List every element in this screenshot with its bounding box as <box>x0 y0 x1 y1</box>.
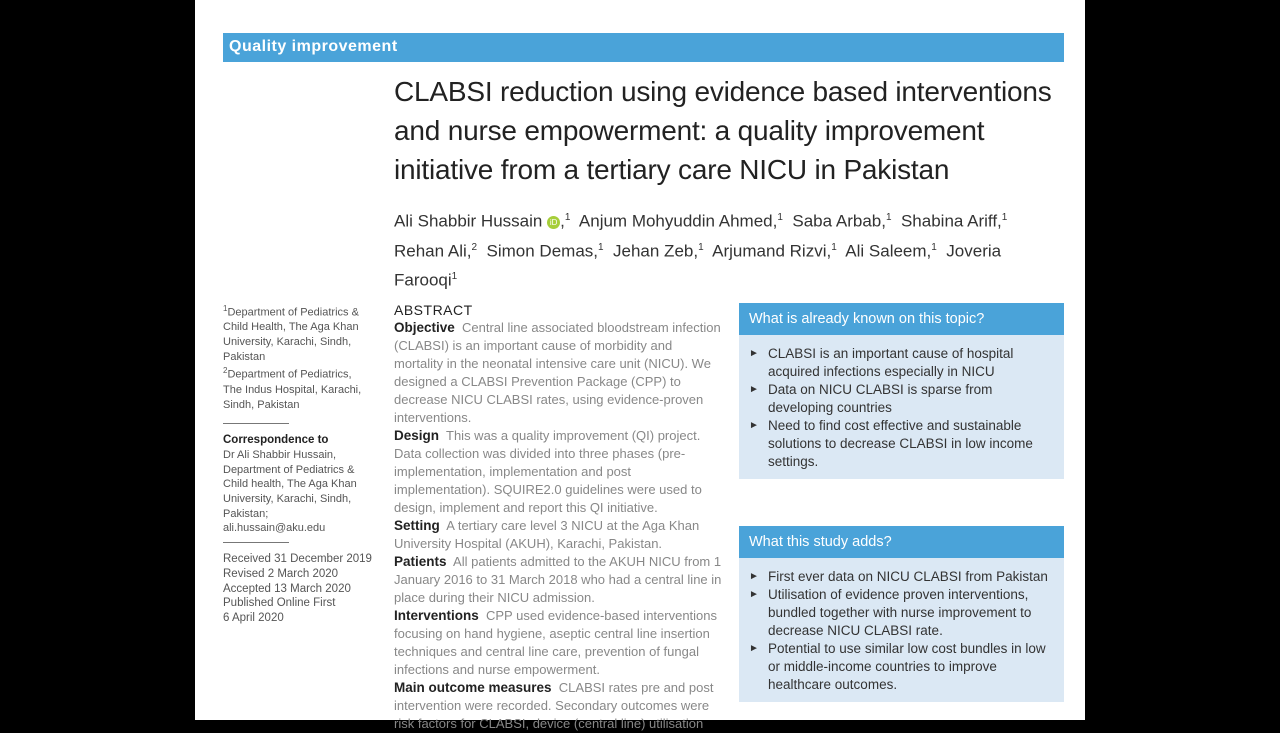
abstract-text: Central line associated bloodstream infection (CLABSI) is an important cause of morbidity and mortality in the neonatal intensive care unit (NICU). We designed a CLABSI Prevention Package (CPP) to decrease NICU CLABSI rates, using evidence-proven interventions. <box>394 320 721 425</box>
affiliation-text: Department of Pediatrics & Child Health, The Aga Khan University, Karachi, Sindh, Pakistan <box>223 306 359 363</box>
author-affiliation-sup: 1 <box>564 212 571 223</box>
abstract-section <box>394 553 724 607</box>
author-name[interactable]: Anjum Mohyuddin Ahmed, <box>578 211 778 231</box>
orcid-icon[interactable]: iD <box>547 216 560 229</box>
title-line: CLABSI reduction using evidence based interventions <box>394 76 1052 107</box>
author-affiliation-sup: 1 <box>831 241 837 253</box>
date-revised: Revised 2 March 2020 <box>223 567 339 580</box>
title-line: initiative from a tertiary care NICU in Pakistan <box>394 154 950 185</box>
author-affiliation-sup: 1 <box>451 271 458 283</box>
author-name[interactable]: Shabina Ariff, <box>900 211 1002 231</box>
author-affiliation-sup: 1 <box>885 212 892 223</box>
article-title <box>394 72 1064 189</box>
author-name[interactable]: Jehan Zeb, <box>613 241 699 261</box>
affiliation <box>223 364 373 412</box>
abstract-heading: Patients <box>394 554 447 569</box>
section-label: Quality improvement <box>229 38 398 55</box>
abstract-title: ABSTRACT <box>394 302 473 318</box>
divider <box>223 423 289 424</box>
box-heading: What this study adds? <box>739 526 1064 558</box>
section-banner <box>223 33 1064 62</box>
box-list <box>739 558 1064 702</box>
date-published: Published Online First 6 April 2020 <box>223 597 336 624</box>
abstract-section <box>394 427 724 517</box>
affiliation <box>223 302 373 364</box>
author-name[interactable]: Ali Shabbir Hussain <box>394 211 543 231</box>
affiliation-text: Department of Pediatrics, The Indus Hospital, Karachi, Sindh, Pakistan <box>223 369 362 411</box>
article-sidebar <box>223 302 373 626</box>
abstract-text: CPP used evidence-based interventions focusing on hand hygiene, aseptic central line insertion techniques and central line care, prevention of fungal infections and nurse empowerment. <box>394 608 718 677</box>
author-affiliation-sup: 1 <box>698 241 704 253</box>
author-name[interactable]: Simon Demas, <box>486 241 598 261</box>
abstract-heading: Objective <box>394 320 455 335</box>
author-name[interactable]: Ali Saleem, <box>845 241 932 261</box>
author-name[interactable]: Joveria Farooqi <box>394 241 1002 290</box>
affiliation-sup: 1 <box>223 304 228 313</box>
box-heading: What is already known on this topic? <box>739 303 1064 335</box>
abstract-heading: Setting <box>394 518 440 533</box>
abstract-section <box>394 517 724 553</box>
list-item: ► First ever data on NICU CLABSI from Pakistan <box>749 568 1056 586</box>
author-line-1: Ali Shabbir Hussain iD ,$^1$ Anjum Mohyuddin Ahmed,$^1$ Saba Arbab,$^1$ Shabina Ariff,$^1$ <box>394 211 1008 231</box>
author-name[interactable]: Saba Arbab, <box>792 211 886 231</box>
list-item: ► Need to find cost effective and sustainable solutions to decrease CLABSI in low income settings. <box>749 417 1056 471</box>
abstract-text: CLABSI rates pre and post intervention were recorded. Secondary outcomes were risk factors for CLABSI, device (central line) utilisation <box>394 680 714 731</box>
list-item: ► Data on NICU CLABSI is sparse from developing countries <box>749 381 1056 417</box>
author-affiliation-sup: 2 <box>471 241 478 253</box>
abstract-section <box>394 607 724 679</box>
author-list <box>394 205 1064 294</box>
author-affiliation-sup: 1 <box>598 241 604 253</box>
abstract-text: This was a quality improvement (QI) project. Data collection was divided into three phases (pre-implementation, implementation and post implementation). SQUIRE2.0 guidelines were used to design, implement and report this QI initiative. <box>394 428 702 515</box>
date-accepted: Accepted 13 March 2020 <box>223 582 351 595</box>
known-topic-box <box>739 303 1064 479</box>
affiliation-sup: 2 <box>223 366 228 376</box>
box-list <box>739 335 1064 479</box>
author-affiliation-sup: 1 <box>931 241 937 253</box>
article-dates <box>223 552 373 626</box>
correspondence-text: Dr Ali Shabbir Hussain, Department of Pediatrics & Child health, The Aga Khan University, Karachi, Sindh, Pakistan; ali.hussain@aku.edu <box>223 448 357 535</box>
divider <box>223 542 289 543</box>
author-affiliation-sup: 1 <box>1001 212 1008 223</box>
abstract-heading: Main outcome measures <box>394 680 552 695</box>
abstract-text: A tertiary care level 3 NICU at the Aga Khan University Hospital (AKUH), Karachi, Pakistan. <box>394 518 700 551</box>
article-page <box>195 0 1085 731</box>
list-item: ► CLABSI is an important cause of hospital acquired infections especially in NICU <box>749 345 1056 381</box>
list-item: ► Utilisation of evidence proven interventions, bundled together with nurse improvement to decrease NICU CLABSI rate. <box>749 586 1056 640</box>
abstract-text: All patients admitted to the AKUH NICU from 1 January 2016 to 31 March 2018 who had a central line in place during their NICU admission. <box>394 554 722 605</box>
abstract-section <box>394 679 724 733</box>
list-item: ► Potential to use similar low cost bundles in low or middle-income countries to improve healthcare outcomes. <box>749 640 1056 694</box>
abstract <box>394 301 724 733</box>
author-affiliation-sup: 1 <box>777 212 783 223</box>
author-name[interactable]: Rehan Ali, <box>394 241 472 261</box>
abstract-heading: Design <box>394 428 440 443</box>
correspondence-heading: Correspondence to <box>223 434 329 447</box>
author-line-2 <box>394 235 1064 294</box>
abstract-section <box>394 319 724 427</box>
title-line: and nurse empowerment: a quality improvement <box>394 115 985 146</box>
study-adds-box <box>739 526 1064 702</box>
date-received: Received 31 December 2019 <box>223 553 372 566</box>
abstract-heading: Interventions <box>394 608 479 623</box>
author-name[interactable]: Arjumand Rizvi, <box>712 241 832 261</box>
